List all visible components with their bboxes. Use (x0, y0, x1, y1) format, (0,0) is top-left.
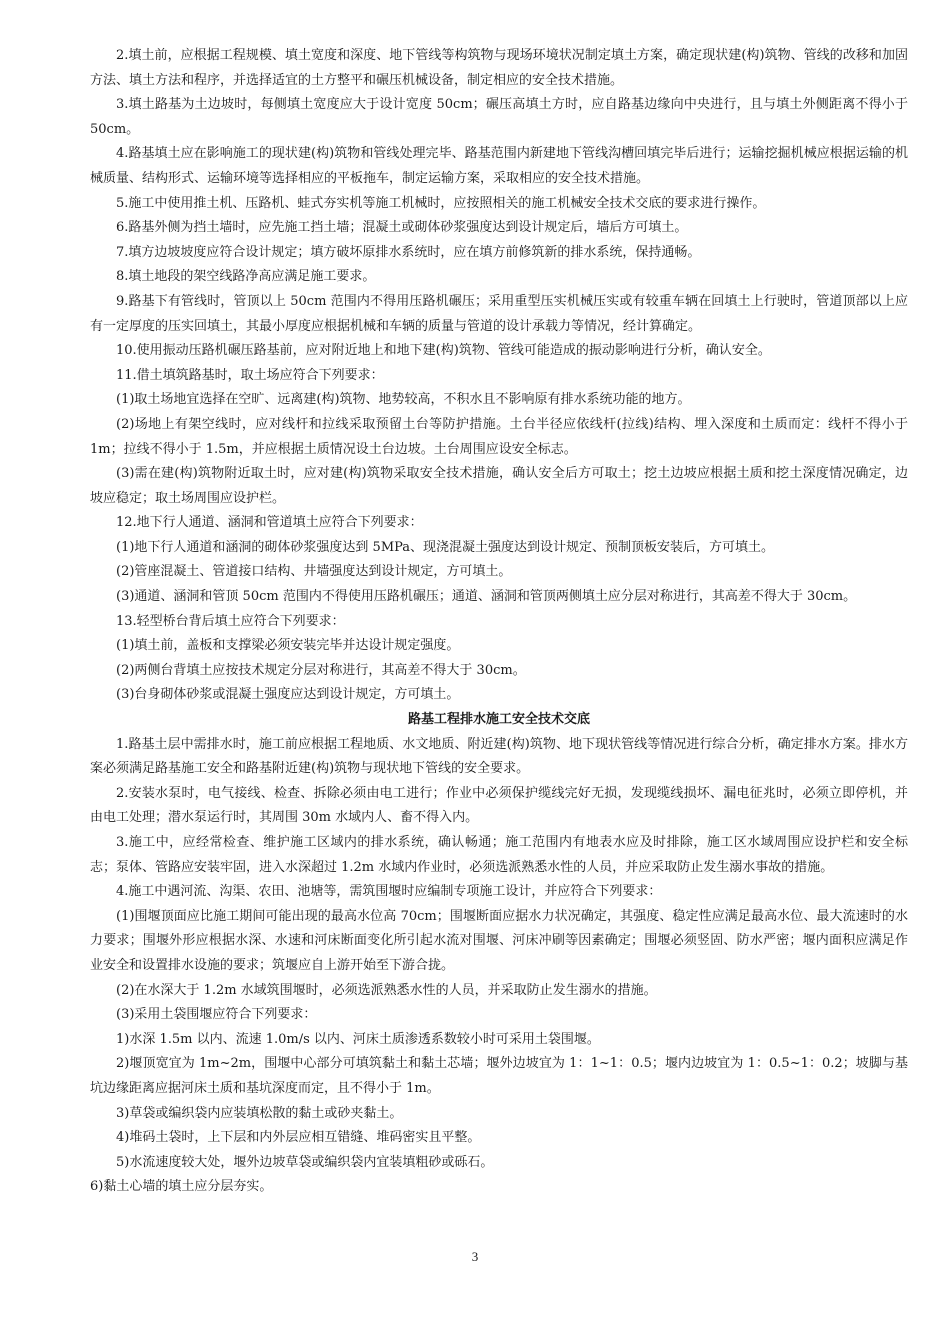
paragraph: 3.填土路基为土边坡时，每侧填土宽度应大于设计宽度 50cm；碾压高填土方时，应自路基边缘向中央进行，且与填土外侧距离不得小于 50cm。 (90, 97, 908, 137)
paragraph: (1)地下行人通道和涵洞的砌体砂浆强度达到 5MPa、现浇混凝土强度达到设计规定、预制顶板安装后，方可填土。 (116, 539, 775, 555)
paragraph: (3)台身砌体砂浆或混凝土强度应达到设计规定，方可填土。 (116, 687, 460, 703)
paragraph: 4)堆码土袋时，上下层和内外层应相互错缝、堆码密实且平整。 (116, 1130, 481, 1146)
paragraph: 10.使用振动压路机碾压路基前，应对附近地上和地下建(构)筑物、管线可能造成的振动影响进行分析，确认安全。 (116, 343, 771, 359)
paragraph: 8.填土地段的架空线路净高应满足施工要求。 (116, 269, 376, 285)
paragraph: (2)在水深大于 1.2m 水域筑围堰时，必须选派熟悉水性的人员，并采取防止发生溺水的措施。 (116, 982, 657, 998)
paragraph: 5.施工中使用推土机、压路机、蛙式夯实机等施工机械时，应按照相关的施工机械安全技术交底的要求进行操作。 (116, 195, 766, 211)
paragraph: 7.填方边坡坡度应符合设计规定；填方破坏原排水系统时，应在填方前修筑新的排水系统，保持通畅。 (116, 244, 701, 260)
paragraph: 4.施工中遇河流、沟渠、农田、池塘等，需筑围堰时应编制专项施工设计，并应符合下列要求： (116, 884, 662, 900)
page-content (90, 44, 908, 1200)
section-heading: 路基工程排水施工安全技术交底 (407, 712, 590, 728)
paragraph: 13.轻型桥台背后填土应符合下列要求： (116, 613, 345, 629)
drainage-section (90, 733, 908, 1176)
paragraph: 12.地下行人通道、涵洞和管道填土应符合下列要求： (116, 515, 423, 531)
paragraph: (1)围堰顶面应比施工期间可能出现的最高水位高 70cm；围堰断面应据水力状况确定，其强度、稳定性应满足最高水位、最大流速时的水力要求；围堰外形应根据水深、水速和河床断面变化所引起水流对围堰、河床冲刷等因素确定；围堰必须竖固、防水严密；堰内面积应满足作业安全和设置排水设施的要求；筑堰应自上游开始至下游合拢。 (90, 908, 908, 973)
paragraph: 9.路基下有管线时，管顶以上 50cm 范围内不得用压路机碾压；采用重型压实机械压实或有较重车辆在回填土上行驶时，管道顶部以上应有一定厚度的压实回填土，其最小厚度应根据机械和车辆的质量与管道的设计承载力等情况，经计算确定。 (90, 293, 908, 334)
paragraph: (1)填土前，盖板和支撑梁必须安装完毕并达设计规定强度。 (116, 638, 460, 654)
paragraph: (3)通道、涵洞和管顶 50cm 范围内不得使用压路机碾压；通道、涵洞和管顶两侧填土应分层对称进行，其高差不得大于 30cm。 (116, 589, 857, 605)
paragraph: 6.路基外侧为挡土墙时，应先施工挡土墙；混凝土或砌体砂浆强度达到设计规定后，墙后方可填土。 (116, 220, 688, 236)
paragraph: (2)两侧台背填土应按技术规定分层对称进行，其高差不得大于 30cm。 (116, 662, 526, 678)
paragraph: 1.路基土层中需排水时，施工前应根据工程地质、水文地质、附近建(构)筑物、地下现状管线等情况进行综合分析，确定排水方案。排水方案必须满足路基施工安全和路基附近建(构)筑物与现状地下管线的安全要求。 (90, 736, 908, 777)
paragraph: 1)水深 1.5m 以内、流速 1.0m/s 以内、河床土质渗透系数较小时可采用土袋围堰。 (116, 1031, 600, 1047)
paragraph: 2.安装水泵时，电气接线、检查、拆除必须由电工进行；作业中必须保护缆线完好无损，发现缆线损坏、漏电征兆时，必须立即停机，并由电工处理；潜水泵运行时，其周围 30m 水域内人、畜不得入内。 (90, 785, 908, 826)
paragraph: 5)水流速度较大处，堰外边坡草袋或编织袋内宜装填粗砂或砾石。 (116, 1154, 494, 1170)
paragraph: (2)管座混凝土、管道接口结构、井墙强度达到设计规定，方可填土。 (116, 564, 512, 580)
paragraph: (3)采用土袋围堰应符合下列要求： (116, 1007, 317, 1023)
paragraph: (1)取土场地宜选择在空旷、远离建(构)筑物、地势较高，不积水且不影响原有排水系统功能的地方。 (116, 392, 691, 408)
paragraph: (3)需在建(构)筑物附近取土时，应对建(构)筑物采取安全技术措施，确认安全后方可取土；挖土边坡应根据土质和挖土深度情况确定，边坡应稳定；取土场周围应设护栏。 (90, 466, 908, 506)
paragraph: 2.填土前，应根据工程规模、填土宽度和深度、地下管线等构筑物与现场环境状况制定填土方案，确定现状建(构)筑物、管线的改移和加固方法、填土方法和程序，并选择适宜的土方整平和碾压机械设备，制定相应的安全技术措施。 (90, 48, 908, 88)
paragraph: 3.施工中，应经常检查、维护施工区域内的排水系统，确认畅通；施工范围内有地表水应及时排除，施工区水域周围应设护栏和安全标志；泵体、管路应安装牢固，进入水深超过 1.2m 水域内作业时，必须选派熟悉水性的人员，并应采取防止发生溺水事故的措施。 (90, 835, 908, 875)
paragraph: 11.借土填筑路基时，取土场应符合下列要求： (116, 367, 384, 383)
paragraph: 4.路基填土应在影响施工的现状建(构)筑物和管线处理完毕、路基范围内新建地下管线沟槽回填完毕后进行；运输挖掘机械应根据运输的机械质量、结构形式、运输环境等选择相应的平板拖车，制定运输方案，采取相应的安全技术措施。 (90, 146, 908, 186)
earthwork-fill-section (90, 44, 908, 708)
last-line: 6)黏土心墙的填土应分层夯实。 (90, 1179, 273, 1195)
paragraph: (2)场地上有架空线时，应对线杆和拉线采取预留土台等防护措施。土台半径应依线杆(拉线)结构、埋入深度和土质而定：线杆不得小于 1m；拉线不得小于 1.5m，并应根据土质情况设土台边坡。土台周围应设安全标志。 (90, 416, 908, 457)
page-number: 3 (471, 1249, 479, 1264)
paragraph: 3)草袋或编织袋内应装填松散的黏土或砂夹黏土。 (116, 1105, 403, 1121)
paragraph: 2)堰顶宽宜为 1m~2m，围堰中心部分可填筑黏土和黏土芯墙；堰外边坡宜为 1：1~1：0.5；堰内边坡宜为 1：0.5~1：0.2；坡脚与基坑边缘距离应据河床土质和基坑深度而定，且不得小于 1m。 (90, 1056, 908, 1096)
